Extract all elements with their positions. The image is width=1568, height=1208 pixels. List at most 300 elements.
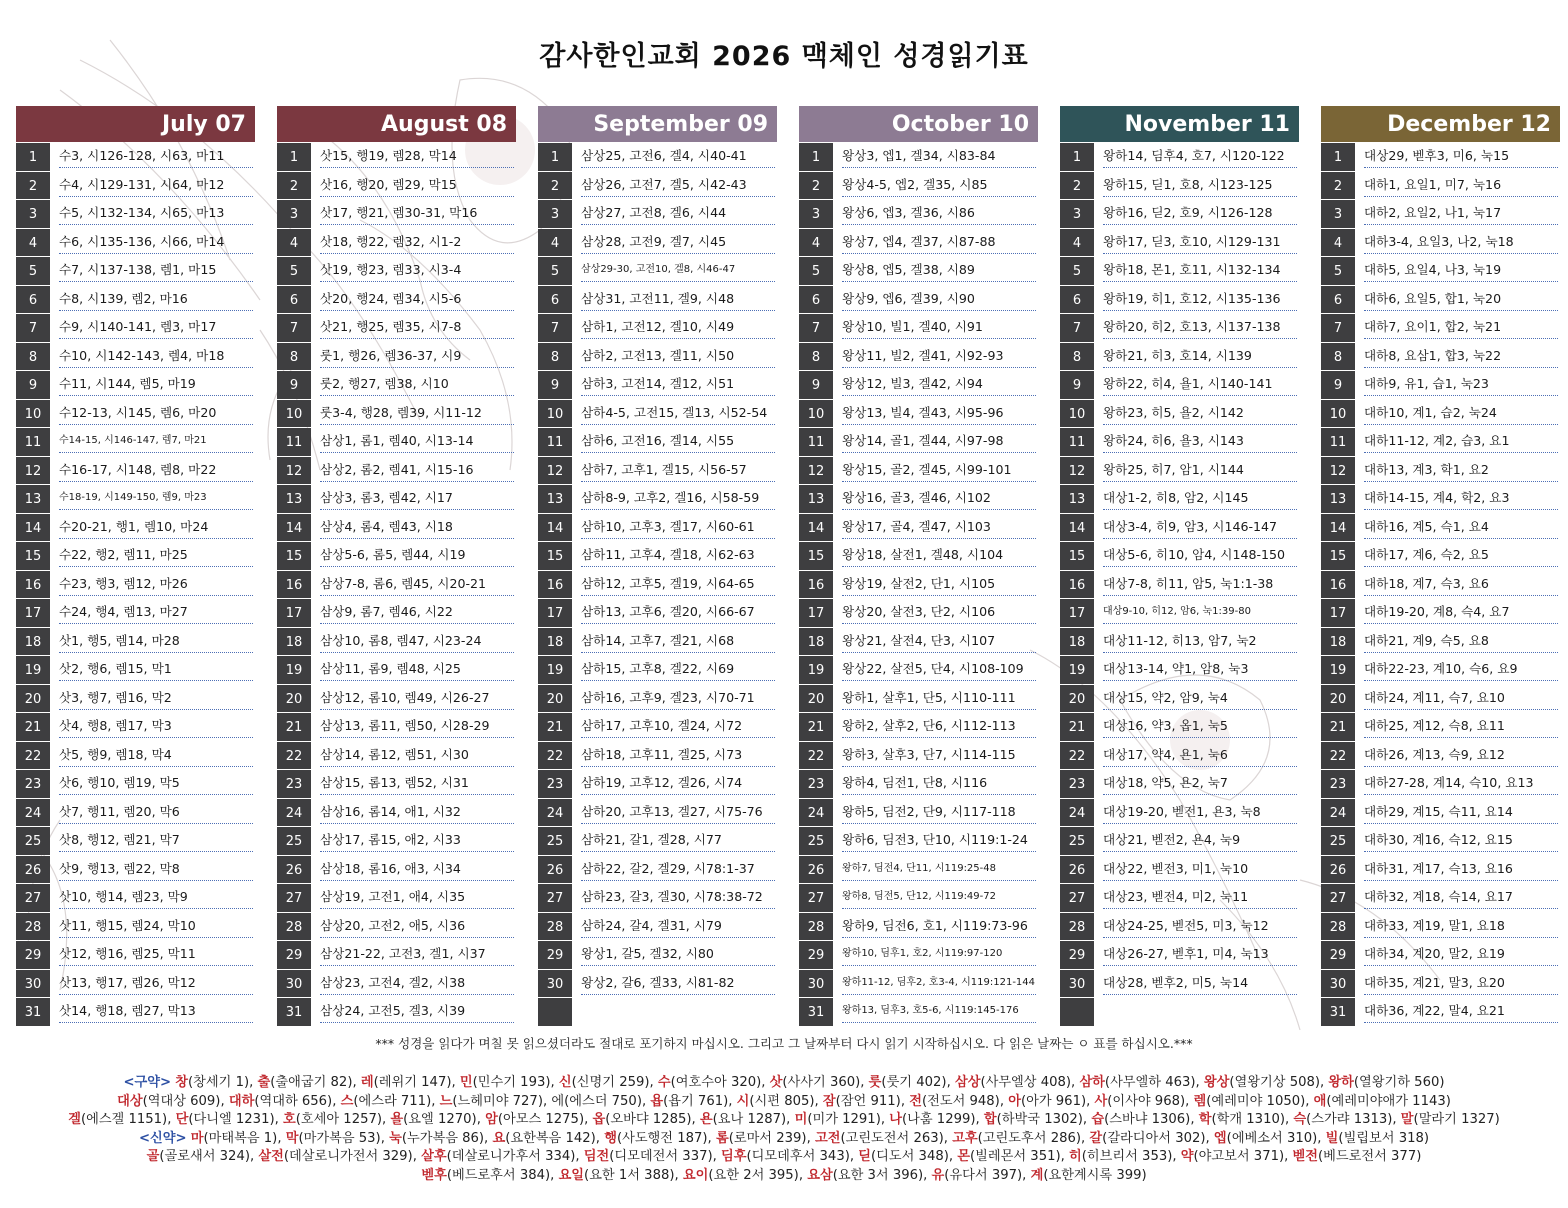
day-number: 10 [799, 400, 833, 428]
day-reading: 삼상28, 고전9, 겔7, 시45 [581, 234, 775, 254]
day-reading: 대상16, 약3, 옵1, 눅5 [1103, 718, 1297, 738]
day-row [799, 485, 1038, 514]
day-row [538, 143, 777, 172]
legend-abbreviation: 유 [931, 1167, 945, 1183]
legend-book-name: (학개 1310) [1211, 1112, 1285, 1127]
day-reading: 대상21, 벧전2, 욘4, 눅9 [1103, 832, 1297, 852]
day-reading: 대하18, 계7, 슥3, 요6 [1364, 576, 1558, 596]
book-abbreviation-legend [0, 1074, 1568, 1185]
day-row [277, 200, 516, 229]
day-number [1060, 998, 1094, 1026]
day-row [799, 998, 1038, 1027]
day-reading: 삼하1, 고전12, 겔10, 시49 [581, 319, 775, 339]
legend-book-name: (요한 2서 395) [708, 1167, 799, 1183]
day-row [277, 485, 516, 514]
day-reading: 삼하4-5, 고전15, 겔13, 시52-54 [581, 405, 775, 425]
day-reading: 왕하3, 살후3, 단7, 시114-115 [842, 747, 1036, 767]
day-row [1060, 770, 1299, 799]
day-reading: 삿2, 행6, 렘15, 막1 [59, 661, 253, 681]
legend-book-name: (요한복음 142) [505, 1130, 596, 1146]
day-reading: 왕상17, 골4, 겔47, 시103 [842, 519, 1036, 539]
day-number: 26 [538, 856, 572, 884]
day-number: 1 [538, 143, 572, 171]
day-row [1060, 884, 1299, 913]
day-number: 16 [16, 571, 50, 599]
legend-abbreviation: 수 [657, 1075, 671, 1090]
month-header: October 10 [799, 106, 1038, 142]
day-reading: 삿15, 행19, 렘28, 막14 [320, 148, 514, 168]
day-number: 13 [538, 485, 572, 513]
day-number: 26 [16, 856, 50, 884]
day-reading: 삼하23, 갈3, 겔30, 시78:38-72 [581, 889, 775, 909]
day-row [1321, 599, 1560, 628]
legend-book-name: (데살로니가전서 329) [283, 1149, 413, 1164]
day-row [16, 998, 255, 1027]
day-reading: 삼하18, 고후11, 겔25, 시73 [581, 747, 775, 767]
reading-note: *** 성경을 읽다가 며칠 못 읽으셨더라도 절대로 포기하지 마십시오. 그리고 그 날짜부터 다시 읽기 시작하십시오. 다 읽은 날짜는 ㅇ 표를 하십시오.*** [375, 1036, 1193, 1051]
day-row [1060, 485, 1299, 514]
day-number: 17 [1321, 599, 1355, 627]
day-row [538, 799, 777, 828]
day-row [277, 314, 516, 343]
legend-book-name: (아모스 1275) [497, 1112, 585, 1127]
day-number: 23 [277, 770, 311, 798]
legend-abbreviation: 욜 [390, 1112, 404, 1127]
legend-book-name: (베드로후서 384) [446, 1167, 551, 1183]
day-row [1321, 514, 1560, 543]
day-reading: 대하13, 계3, 학1, 요2 [1364, 462, 1558, 482]
day-number: 28 [1060, 913, 1094, 941]
day-reading: 대하22-23, 계10, 슥6, 요9 [1364, 661, 1558, 681]
legend-abbreviation: 학 [1198, 1112, 1212, 1127]
day-row [16, 314, 255, 343]
legend-entry [283, 1112, 382, 1127]
legend-entry [1214, 1131, 1317, 1146]
day-row [1321, 656, 1560, 685]
day-row [16, 542, 255, 571]
day-reading: 수14-15, 시146-147, 렘7, 마21 [59, 433, 253, 453]
legend-abbreviation: 막 [285, 1130, 299, 1146]
day-reading: 수7, 시137-138, 렘1, 마15 [59, 262, 253, 282]
day-number: 10 [16, 400, 50, 428]
day-row [1321, 343, 1560, 372]
day-row [799, 628, 1038, 657]
day-number: 29 [1321, 941, 1355, 969]
day-reading: 삼하19, 고후12, 겔26, 시74 [581, 775, 775, 795]
legend-abbreviation: 창 [175, 1075, 189, 1090]
day-reading: 왕하2, 살후2, 단6, 시112-113 [842, 718, 1036, 738]
day-row [1060, 229, 1299, 258]
day-number: 22 [1060, 742, 1094, 770]
day-number: 4 [799, 229, 833, 257]
legend-book-name: (요한계시록 399) [1043, 1167, 1147, 1183]
legend-entry [117, 1094, 220, 1109]
legend-book-name: (나훔 1299) [901, 1112, 976, 1127]
day-row [1060, 257, 1299, 286]
day-row [1321, 970, 1560, 999]
day-number: 9 [277, 371, 311, 399]
day-reading: 삼하8-9, 고후2, 겔16, 시58-59 [581, 490, 775, 510]
day-reading: 대하29, 계15, 슥11, 요14 [1364, 804, 1558, 824]
day-number: 30 [16, 970, 50, 998]
day-row [1321, 799, 1560, 828]
day-row [1321, 685, 1560, 714]
legend-abbreviation: 시 [736, 1093, 750, 1109]
legend-book-name: (예레미야애가 1143) [1326, 1093, 1451, 1109]
day-reading: 왕하17, 딛3, 호10, 시129-131 [1103, 234, 1297, 254]
day-row [1060, 571, 1299, 600]
legend-entry [795, 1112, 881, 1127]
day-number: 25 [538, 827, 572, 855]
day-number: 17 [799, 599, 833, 627]
legend-abbreviation: 히 [1069, 1149, 1082, 1164]
day-number: 20 [1321, 685, 1355, 713]
day-reading: 삼하12, 고후5, 겔19, 시64-65 [581, 576, 775, 596]
day-reading: 대하26, 계13, 슥9, 요12 [1364, 747, 1558, 767]
day-reading: 삿6, 행10, 렘19, 막5 [59, 775, 253, 795]
day-number: 14 [16, 514, 50, 542]
legend-section-tag: <신약> [138, 1130, 187, 1146]
day-reading: 대상28, 벧후2, 미5, 눅14 [1103, 975, 1297, 995]
legend-book-name: (유다서 397) [944, 1167, 1023, 1183]
day-reading: 삼하17, 고후10, 겔24, 시72 [581, 718, 775, 738]
day-row [799, 343, 1038, 372]
day-reading: 왕하23, 히5, 욜2, 시142 [1103, 405, 1297, 425]
day-number: 7 [16, 314, 50, 342]
day-reading: 삿3, 행7, 렘16, 막2 [59, 690, 253, 710]
day-number: 15 [16, 542, 50, 570]
day-row [277, 143, 516, 172]
day-row [1321, 172, 1560, 201]
legend-book-name: (사무엘하 463) [1104, 1075, 1196, 1090]
day-row [16, 343, 255, 372]
day-row [16, 599, 255, 628]
day-reading: 삼상11, 롬9, 렘48, 시25 [320, 661, 514, 681]
day-reading: 왕상1, 갈5, 겔32, 시80 [581, 946, 775, 966]
day-number: 4 [16, 229, 50, 257]
day-number: 28 [1321, 913, 1355, 941]
legend-entry [258, 1149, 412, 1164]
day-number: 11 [277, 428, 311, 456]
day-reading: 대하16, 계5, 슥1, 요4 [1364, 519, 1558, 539]
day-reading: 삿11, 행15, 렘24, 막10 [59, 918, 253, 938]
day-row [1060, 457, 1299, 486]
day-row [799, 799, 1038, 828]
day-reading: 대하5, 요일4, 나3, 눅19 [1364, 262, 1558, 282]
day-number: 25 [1321, 827, 1355, 855]
legend-book-name: (베드로전서 377) [1318, 1149, 1422, 1164]
day-number: 10 [277, 400, 311, 428]
day-number: 25 [1060, 827, 1094, 855]
day-reading: 수11, 시144, 렘5, 마19 [59, 376, 253, 396]
legend-entry [807, 1168, 923, 1183]
day-number: 19 [16, 656, 50, 684]
day-number: 6 [16, 286, 50, 314]
day-row [799, 884, 1038, 913]
day-reading: 삼상31, 고전11, 겔9, 시48 [581, 291, 775, 311]
day-number: 7 [799, 314, 833, 342]
day-row [16, 143, 255, 172]
legend-abbreviation: 마 [190, 1130, 204, 1146]
day-number: 20 [538, 685, 572, 713]
day-reading: 대하17, 계6, 슥2, 요5 [1364, 547, 1558, 567]
day-row [799, 229, 1038, 258]
day-reading: 삼하2, 고전13, 겔11, 시50 [581, 348, 775, 368]
day-reading: 삼상14, 롬12, 렘51, 시30 [320, 747, 514, 767]
legend-abbreviation: 요삼 [807, 1167, 833, 1183]
day-row [277, 628, 516, 657]
day-number: 10 [538, 400, 572, 428]
day-row [799, 143, 1038, 172]
day-number: 27 [1060, 884, 1094, 912]
day-row [538, 856, 777, 885]
month-header: November 11 [1060, 106, 1299, 142]
day-number: 30 [799, 970, 833, 998]
day-number: 14 [538, 514, 572, 542]
day-reading: 삼상18, 롬16, 애3, 시34 [320, 861, 514, 881]
day-reading: 왕상13, 빌4, 겔43, 시95-96 [842, 405, 1036, 425]
legend-entry [1181, 1149, 1284, 1164]
day-reading: 왕상10, 빌1, 겔40, 시91 [842, 319, 1036, 339]
month-column [16, 106, 255, 1027]
day-row [799, 371, 1038, 400]
day-number: 25 [16, 827, 50, 855]
day-row [538, 485, 777, 514]
day-reading: 삿9, 행13, 렘22, 막8 [59, 861, 253, 881]
legend-entry [421, 1168, 550, 1183]
month-column [799, 106, 1038, 1027]
day-row [16, 172, 255, 201]
legend-abbreviation: 합 [983, 1112, 997, 1127]
day-reading: 수24, 행4, 렘13, 마27 [59, 604, 253, 624]
day-row [277, 685, 516, 714]
day-row [1321, 884, 1560, 913]
day-row [538, 314, 777, 343]
day-number: 9 [1060, 371, 1094, 399]
day-reading: 삼상27, 고전8, 겔6, 시44 [581, 205, 775, 225]
legend-book-name: (고린도전서 263) [840, 1130, 944, 1146]
legend-book-name: (요한 1서 388) [584, 1167, 675, 1183]
day-row [1321, 827, 1560, 856]
day-row [799, 571, 1038, 600]
legend-entry [421, 1149, 575, 1164]
day-row [1060, 799, 1299, 828]
day-number: 31 [277, 998, 311, 1026]
day-row [799, 770, 1038, 799]
day-reading: 왕하16, 딛2, 호9, 시126-128 [1103, 205, 1297, 225]
day-number: 11 [538, 428, 572, 456]
legend-abbreviation: 출 [257, 1075, 271, 1090]
day-reading: 왕하15, 딛1, 호8, 시123-125 [1103, 177, 1297, 197]
day-reading: 수9, 시140-141, 렘3, 마17 [59, 319, 253, 339]
legend-abbreviation: 왕상 [1203, 1075, 1230, 1090]
legend-book-name: (히브리서 353) [1081, 1149, 1173, 1164]
legend-entry [858, 1149, 949, 1164]
day-number: 17 [277, 599, 311, 627]
day-row [1060, 542, 1299, 571]
day-reading: 룻1, 행26, 렘36-37, 시9 [320, 348, 514, 368]
day-number: 26 [1060, 856, 1094, 884]
legend-book-name: (사무엘상 408) [980, 1075, 1072, 1090]
day-reading: 수4, 시129-131, 시64, 마12 [59, 177, 253, 197]
legend-abbreviation: 대하 [228, 1093, 255, 1109]
legend-book-name: (스가랴 1313) [1306, 1112, 1393, 1127]
day-reading: 삼상7-8, 롬6, 렘45, 시20-21 [320, 576, 514, 596]
day-number: 29 [277, 941, 311, 969]
day-reading: 삼하10, 고후3, 겔17, 시60-61 [581, 519, 775, 539]
day-reading: 대하10, 계1, 습2, 눅24 [1364, 405, 1558, 425]
day-row [538, 542, 777, 571]
legend-entry [1204, 1075, 1320, 1090]
day-reading: 대상13-14, 약1, 암8, 눅3 [1103, 661, 1297, 681]
day-reading: 대하31, 계17, 슥13, 요16 [1364, 861, 1558, 881]
day-number: 24 [1321, 799, 1355, 827]
day-row [277, 428, 516, 457]
legend-entry [592, 1112, 691, 1127]
legend-entry [952, 1131, 1081, 1146]
day-reading: 룻2, 행27, 렘38, 시10 [320, 376, 514, 396]
day-number: 21 [799, 713, 833, 741]
legend-abbreviation: 롬 [715, 1130, 729, 1146]
day-reading: 수8, 시139, 렘2, 마16 [59, 291, 253, 311]
legend-line: 벧후(베드로후서 384), 요일(요한 1서 388), 요이(요한 2서 395), 요삼(요한 3서 396), 유(유다서 397), 계(요한계시록 399) [421, 1167, 1147, 1183]
day-number: 14 [1060, 514, 1094, 542]
day-row [277, 400, 516, 429]
day-number: 6 [277, 286, 311, 314]
day-row [799, 542, 1038, 571]
legend-entry [389, 1131, 484, 1146]
day-row [1060, 941, 1299, 970]
legend-abbreviation: 느 [439, 1093, 453, 1109]
day-number: 3 [1060, 200, 1094, 228]
day-reading: 삼상23, 고전4, 겔2, 시38 [320, 975, 514, 995]
legend-entry [1091, 1112, 1190, 1127]
day-row [538, 286, 777, 315]
legend-book-name: (사사기 360) [782, 1075, 861, 1090]
day-reading [1103, 1003, 1297, 1022]
day-number: 6 [1321, 286, 1355, 314]
day-reading: 수20-21, 행1, 렘10, 마24 [59, 519, 253, 539]
day-reading: 왕상19, 살전2, 단1, 시105 [842, 576, 1036, 596]
legend-entry [1008, 1094, 1086, 1109]
month-column [538, 106, 777, 1027]
legend-book-name: (역대하 656) [254, 1093, 333, 1109]
legend-entry [650, 1094, 728, 1109]
day-reading: 대하34, 계20, 말2, 요19 [1364, 946, 1558, 966]
day-reading: 삼상3, 롬3, 렘42, 시17 [320, 490, 514, 510]
day-number: 28 [799, 913, 833, 941]
day-row [538, 371, 777, 400]
day-number: 21 [1321, 713, 1355, 741]
day-number: 28 [277, 913, 311, 941]
legend-book-name: (전도서 948) [921, 1093, 1000, 1109]
day-reading: 왕상18, 살전1, 겔48, 시104 [842, 547, 1036, 567]
day-number: 2 [538, 172, 572, 200]
day-number: 29 [799, 941, 833, 969]
day-reading: 왕상21, 살전4, 단3, 시107 [842, 633, 1036, 653]
legend-book-name: (디도서 348) [871, 1149, 949, 1164]
day-row [538, 200, 777, 229]
day-number: 12 [277, 457, 311, 485]
day-reading: 삿20, 행24, 렘34, 시5-6 [320, 291, 514, 311]
day-reading: 삼하14, 고후7, 겔21, 시68 [581, 633, 775, 653]
legend-entry [1293, 1149, 1422, 1164]
day-row [277, 799, 516, 828]
legend-entry [229, 1094, 332, 1109]
day-number: 19 [1321, 656, 1355, 684]
day-number: 8 [277, 343, 311, 371]
legend-abbreviation: 요이 [682, 1167, 709, 1183]
day-number: 31 [16, 998, 50, 1026]
day-number: 18 [16, 628, 50, 656]
day-reading: 왕하6, 딤전3, 단10, 시119:1-24 [842, 832, 1036, 852]
day-number: 28 [16, 913, 50, 941]
legend-book-name: (아가 961) [1020, 1093, 1087, 1109]
day-number: 7 [1321, 314, 1355, 342]
day-number: 8 [538, 343, 572, 371]
day-number: 1 [1060, 143, 1094, 171]
day-reading: 왕하7, 딤전4, 단11, 시119:25-48 [842, 861, 1036, 881]
day-row [1060, 970, 1299, 999]
day-number: 19 [799, 656, 833, 684]
day-number: 18 [799, 628, 833, 656]
day-number [538, 998, 572, 1026]
day-row [538, 713, 777, 742]
day-row [1321, 998, 1560, 1027]
day-number: 13 [277, 485, 311, 513]
day-reading: 삼하22, 갈2, 겔29, 시78:1-37 [581, 861, 775, 881]
day-row [799, 400, 1038, 429]
day-number: 6 [538, 286, 572, 314]
day-row [16, 827, 255, 856]
day-number: 2 [1060, 172, 1094, 200]
legend-line: 대상(역대상 609), 대하(역대하 656), 스(에스라 711), 느(느헤미야 727), 에(에스더 750), 욥(욥기 761), 시(시편 805), 잠(잠언 911), 전(전도서 948), 아(아가 961), 사(이사야 968), 렘(예레미야 1050), 애(예레미야애가 1143) [117, 1093, 1451, 1109]
legend-entry [460, 1075, 551, 1090]
day-reading: 수23, 행3, 렘12, 마26 [59, 576, 253, 596]
legend-line: 골(골로새서 324), 살전(데살로니가전서 329), 살후(데살로니가후서 334), 딤전(디모데전서 337), 딤후(디모데후서 343), 딛(디도서 348), 몬(빌레몬서 351), 히(히브리서 353), 약(야고보서 371), 벧전(베드로전서 377) [146, 1149, 1422, 1164]
legend-entry [1326, 1131, 1429, 1146]
day-number: 7 [277, 314, 311, 342]
day-number: 2 [16, 172, 50, 200]
day-row [277, 970, 516, 999]
legend-entry [1328, 1075, 1444, 1090]
legend-entry [823, 1094, 901, 1109]
day-reading: 대상23, 벧전4, 미2, 눅11 [1103, 889, 1297, 909]
legend-book-name: (빌립보서 318) [1338, 1130, 1430, 1146]
day-row [277, 770, 516, 799]
legend-entry [1293, 1112, 1392, 1127]
day-reading: 수12-13, 시145, 렘6, 마20 [59, 405, 253, 425]
legend-entry [737, 1094, 815, 1109]
day-reading: 수10, 시142-143, 렘4, 마18 [59, 348, 253, 368]
day-number: 24 [538, 799, 572, 827]
legend-abbreviation: 민 [459, 1075, 473, 1090]
legend-book-name: (여호수아 320) [670, 1075, 762, 1090]
legend-abbreviation: 스 [340, 1093, 354, 1109]
day-row [277, 257, 516, 286]
day-number: 12 [1060, 457, 1094, 485]
day-row [538, 172, 777, 201]
day-number: 22 [799, 742, 833, 770]
day-reading: 삼상25, 고전6, 겔4, 시40-41 [581, 148, 775, 168]
day-reading: 왕상15, 골2, 겔45, 시99-101 [842, 462, 1036, 482]
legend-abbreviation: 욥 [650, 1093, 664, 1109]
legend-line: <구약> 창(창세기 1), 출(출애굽기 82), 레(레위기 147), 민(민수기 193), 신(신명기 259), 수(여호수아 320), 삿(사사기 360), 룻(룻기 402), 삼상(사무엘상 408), 삼하(사무엘하 463), 왕상(열왕기상 508), 왕하(열왕기하 560) [123, 1075, 1445, 1090]
day-number: 23 [799, 770, 833, 798]
legend-abbreviation: 호 [283, 1112, 296, 1127]
day-number: 19 [1060, 656, 1094, 684]
day-reading: 삼상13, 롬11, 렘50, 시28-29 [320, 718, 514, 738]
